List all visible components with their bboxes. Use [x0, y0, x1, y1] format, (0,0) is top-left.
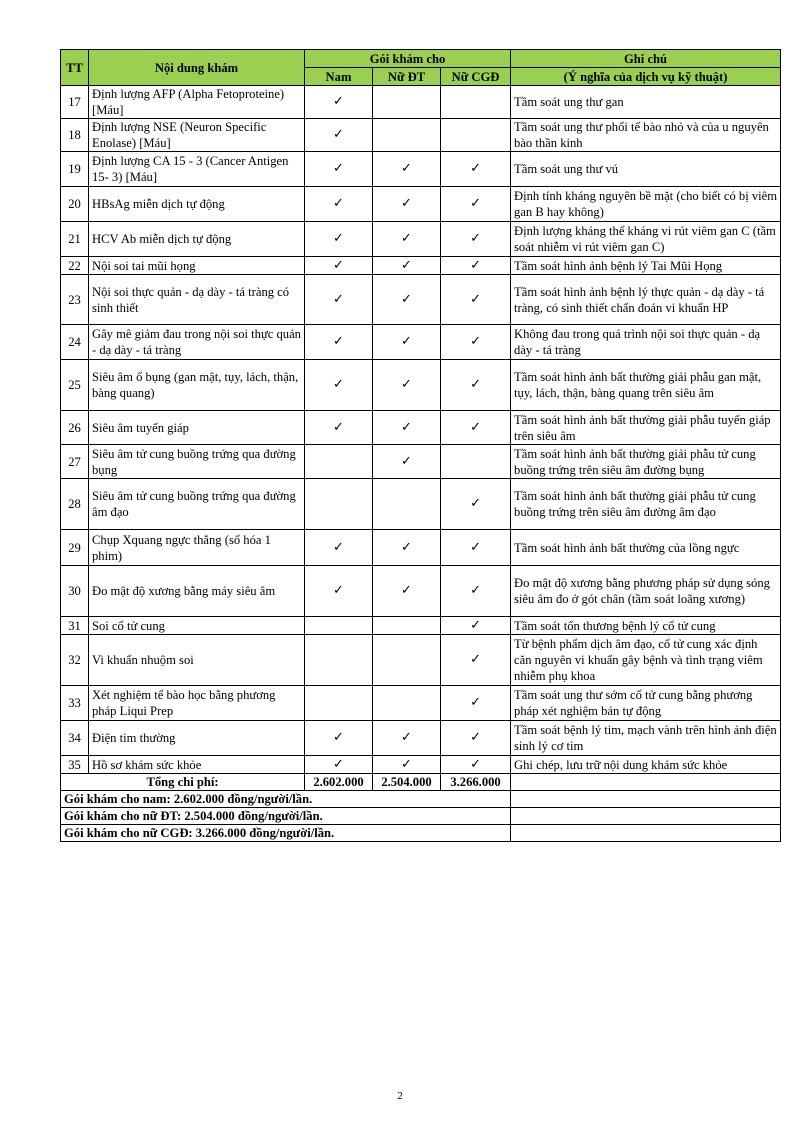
check-female-dt — [373, 617, 441, 635]
summary-female-cgd: Gói khám cho nữ CGĐ: 3.266.000 đồng/người/lần. — [61, 825, 511, 842]
check-male: ✓ — [305, 411, 373, 445]
row-number: 33 — [61, 686, 89, 721]
total-label: Tổng chi phí: — [61, 774, 305, 791]
row-number: 25 — [61, 360, 89, 411]
check-female-cgd — [441, 86, 511, 119]
row-number: 29 — [61, 530, 89, 566]
table-row — [61, 479, 781, 530]
row-content: Nội soi tai mũi họng — [89, 257, 305, 275]
check-male: ✓ — [305, 360, 373, 411]
table-row — [61, 187, 781, 222]
row-content: Xét nghiệm tế bào học bằng phương pháp Liqui Prep — [89, 686, 305, 721]
row-note: Tầm soát hình ảnh bệnh lý thực quản - dạ dày - tá tràng, có sinh thiết chẩn đoán vi khuẩn HP — [511, 275, 781, 325]
row-number: 20 — [61, 187, 89, 222]
check-female-dt: ✓ — [373, 411, 441, 445]
check-female-dt: ✓ — [373, 187, 441, 222]
table-row — [61, 721, 781, 756]
row-number: 21 — [61, 222, 89, 257]
check-female-dt: ✓ — [373, 275, 441, 325]
row-number: 18 — [61, 119, 89, 152]
summary-row — [61, 808, 781, 825]
row-number: 28 — [61, 479, 89, 530]
summary-note-empty — [511, 791, 781, 808]
header-female-cgd: Nữ CGĐ — [441, 68, 511, 86]
table-row — [61, 566, 781, 617]
table-row — [61, 152, 781, 187]
row-number: 30 — [61, 566, 89, 617]
row-number: 35 — [61, 756, 89, 774]
row-content: Hồ sơ khám sức khỏe — [89, 756, 305, 774]
check-female-dt — [373, 479, 441, 530]
row-number: 31 — [61, 617, 89, 635]
check-male — [305, 617, 373, 635]
row-content: Nội soi thực quản - dạ dày - tá tràng có sinh thiết — [89, 275, 305, 325]
row-number: 26 — [61, 411, 89, 445]
row-number: 17 — [61, 86, 89, 119]
check-female-cgd: ✓ — [441, 566, 511, 617]
check-female-dt: ✓ — [373, 360, 441, 411]
row-number: 23 — [61, 275, 89, 325]
check-female-dt — [373, 86, 441, 119]
check-female-cgd: ✓ — [441, 721, 511, 756]
table-row — [61, 411, 781, 445]
row-number: 19 — [61, 152, 89, 187]
row-content: Định lượng NSE (Neuron Specific Enolase) [Máu] — [89, 119, 305, 152]
check-female-dt: ✓ — [373, 325, 441, 360]
check-female-cgd: ✓ — [441, 617, 511, 635]
row-content: Soi cổ tử cung — [89, 617, 305, 635]
check-female-cgd: ✓ — [441, 479, 511, 530]
check-male: ✓ — [305, 222, 373, 257]
check-female-dt: ✓ — [373, 257, 441, 275]
check-male: ✓ — [305, 530, 373, 566]
row-number: 22 — [61, 257, 89, 275]
row-content: Vi khuẩn nhuộm soi — [89, 635, 305, 686]
total-row — [61, 774, 781, 791]
row-note: Từ bệnh phẩm dịch âm đạo, cổ tử cung xác định căn nguyên vi khuẩn gây bệnh và tình trạng viêm nhiễm phụ khoa — [511, 635, 781, 686]
row-note: Tầm soát bệnh lý tim, mạch vành trên hình ảnh điện sinh lý cơ tim — [511, 721, 781, 756]
total-note-empty — [511, 774, 781, 791]
check-male: ✓ — [305, 721, 373, 756]
check-female-cgd — [441, 119, 511, 152]
header-note-title: Ghi chú — [511, 50, 781, 68]
check-male: ✓ — [305, 257, 373, 275]
check-female-cgd: ✓ — [441, 152, 511, 187]
table-row — [61, 617, 781, 635]
check-male: ✓ — [305, 756, 373, 774]
summary-row — [61, 791, 781, 808]
total-female-dt: 2.504.000 — [373, 774, 441, 791]
check-female-dt: ✓ — [373, 721, 441, 756]
header-male: Nam — [305, 68, 373, 86]
row-content: Đo mật độ xương bằng máy siêu âm — [89, 566, 305, 617]
header-content: Nội dung khám — [89, 50, 305, 86]
check-female-dt: ✓ — [373, 222, 441, 257]
check-male: ✓ — [305, 86, 373, 119]
row-note: Định lượng kháng thể kháng vi rút viêm gan C (tầm soát nhiễm vi rút viêm gan C) — [511, 222, 781, 257]
check-female-cgd: ✓ — [441, 257, 511, 275]
row-content: HCV Ab miễn dịch tự động — [89, 222, 305, 257]
check-female-cgd: ✓ — [441, 222, 511, 257]
summary-row — [61, 825, 781, 842]
row-content: Siêu âm tử cung buồng trứng qua đường bụng — [89, 445, 305, 479]
row-content: Siêu âm tử cung buồng trứng qua đường âm đạo — [89, 479, 305, 530]
row-note: Tầm soát hình ảnh bất thường giải phẫu tử cung buồng trứng trên siêu âm đường âm đạo — [511, 479, 781, 530]
table-row — [61, 325, 781, 360]
check-female-dt: ✓ — [373, 152, 441, 187]
check-female-cgd: ✓ — [441, 530, 511, 566]
table-row — [61, 445, 781, 479]
summary-male: Gói khám cho nam: 2.602.000 đồng/người/lần. — [61, 791, 511, 808]
summary-note-empty — [511, 825, 781, 842]
check-female-cgd: ✓ — [441, 187, 511, 222]
check-male — [305, 635, 373, 686]
table-body — [61, 86, 781, 842]
header-note-subtitle: (Ý nghĩa của dịch vụ kỹ thuật) — [511, 68, 781, 86]
row-note: Định tính kháng nguyên bề mặt (cho biết có bị viêm gan B hay không) — [511, 187, 781, 222]
check-female-dt — [373, 119, 441, 152]
check-female-dt: ✓ — [373, 530, 441, 566]
row-note: Tầm soát hình ảnh bất thường giải phẫu tuyến giáp trên siêu âm — [511, 411, 781, 445]
page-number: 2 — [397, 1090, 403, 1102]
check-male — [305, 445, 373, 479]
check-male: ✓ — [305, 275, 373, 325]
check-female-cgd: ✓ — [441, 756, 511, 774]
check-female-dt — [373, 635, 441, 686]
row-note: Tầm soát hình ảnh bất thường giải phẫu tử cung buồng trứng trên siêu âm đường bụng — [511, 445, 781, 479]
row-note: Tầm soát ung thư sớm cổ tử cung bằng phương pháp xét nghiệm bán tự động — [511, 686, 781, 721]
header-female-dt: Nữ ĐT — [373, 68, 441, 86]
check-male: ✓ — [305, 325, 373, 360]
row-content: Điện tim thường — [89, 721, 305, 756]
row-note: Tầm soát ung thư vú — [511, 152, 781, 187]
row-note: Tầm soát tổn thương bệnh lý cổ tử cung — [511, 617, 781, 635]
check-female-cgd: ✓ — [441, 360, 511, 411]
row-content: Chụp Xquang ngực thẳng (số hóa 1 phim) — [89, 530, 305, 566]
check-female-dt: ✓ — [373, 445, 441, 479]
table-row — [61, 360, 781, 411]
row-note: Ghi chép, lưu trữ nội dung khám sức khỏe — [511, 756, 781, 774]
table-row — [61, 530, 781, 566]
table-row — [61, 119, 781, 152]
row-note: Tầm soát hình ảnh bất thường của lồng ngực — [511, 530, 781, 566]
row-note: Không đau trong quá trình nội soi thực quản - dạ dày - tá tràng — [511, 325, 781, 360]
table-row — [61, 635, 781, 686]
row-number: 27 — [61, 445, 89, 479]
check-female-dt: ✓ — [373, 756, 441, 774]
check-male: ✓ — [305, 187, 373, 222]
row-content: HBsAg miễn dịch tự động — [89, 187, 305, 222]
header-package: Gói khám cho — [305, 50, 511, 68]
table-row — [61, 257, 781, 275]
row-content: Siêu âm tuyến giáp — [89, 411, 305, 445]
check-female-dt: ✓ — [373, 566, 441, 617]
exam-package-table — [60, 49, 781, 842]
table-row — [61, 222, 781, 257]
row-content: Định lượng CA 15 - 3 (Cancer Antigen 15- 3) [Máu] — [89, 152, 305, 187]
check-female-cgd — [441, 445, 511, 479]
row-note: Tầm soát ung thư gan — [511, 86, 781, 119]
row-content: Gây mê giảm đau trong nội soi thực quản - dạ dày - tá tràng — [89, 325, 305, 360]
check-female-cgd: ✓ — [441, 686, 511, 721]
row-number: 32 — [61, 635, 89, 686]
summary-note-empty — [511, 808, 781, 825]
check-male: ✓ — [305, 566, 373, 617]
check-female-dt — [373, 686, 441, 721]
row-content: Siêu âm ổ bụng (gan mật, tụy, lách, thận, bàng quang) — [89, 360, 305, 411]
row-number: 24 — [61, 325, 89, 360]
row-content: Định lượng AFP (Alpha Fetoproteine) [Máu] — [89, 86, 305, 119]
check-male — [305, 686, 373, 721]
check-female-cgd: ✓ — [441, 325, 511, 360]
row-note: Tầm soát ung thư phổi tế bào nhỏ và của u nguyên bào thần kinh — [511, 119, 781, 152]
check-female-cgd: ✓ — [441, 411, 511, 445]
table-row — [61, 756, 781, 774]
table-row — [61, 686, 781, 721]
check-male — [305, 479, 373, 530]
row-number: 34 — [61, 721, 89, 756]
header-tt: TT — [61, 50, 89, 86]
check-male: ✓ — [305, 119, 373, 152]
table-row — [61, 275, 781, 325]
total-male: 2.602.000 — [305, 774, 373, 791]
row-note: Tầm soát hình ảnh bất thường giải phẫu gan mật, tụy, lách, thận, bàng quang trên siêu âm — [511, 360, 781, 411]
total-female-cgd: 3.266.000 — [441, 774, 511, 791]
check-male: ✓ — [305, 152, 373, 187]
row-note: Đo mật độ xương bằng phương pháp sử dụng sóng siêu âm đo ở gót chân (tầm soát loãng xương) — [511, 566, 781, 617]
table-row — [61, 86, 781, 119]
check-female-cgd: ✓ — [441, 635, 511, 686]
row-note: Tầm soát hình ảnh bệnh lý Tai Mũi Họng — [511, 257, 781, 275]
check-female-cgd: ✓ — [441, 275, 511, 325]
summary-female-dt: Gói khám cho nữ ĐT: 2.504.000 đồng/người/lần. — [61, 808, 511, 825]
